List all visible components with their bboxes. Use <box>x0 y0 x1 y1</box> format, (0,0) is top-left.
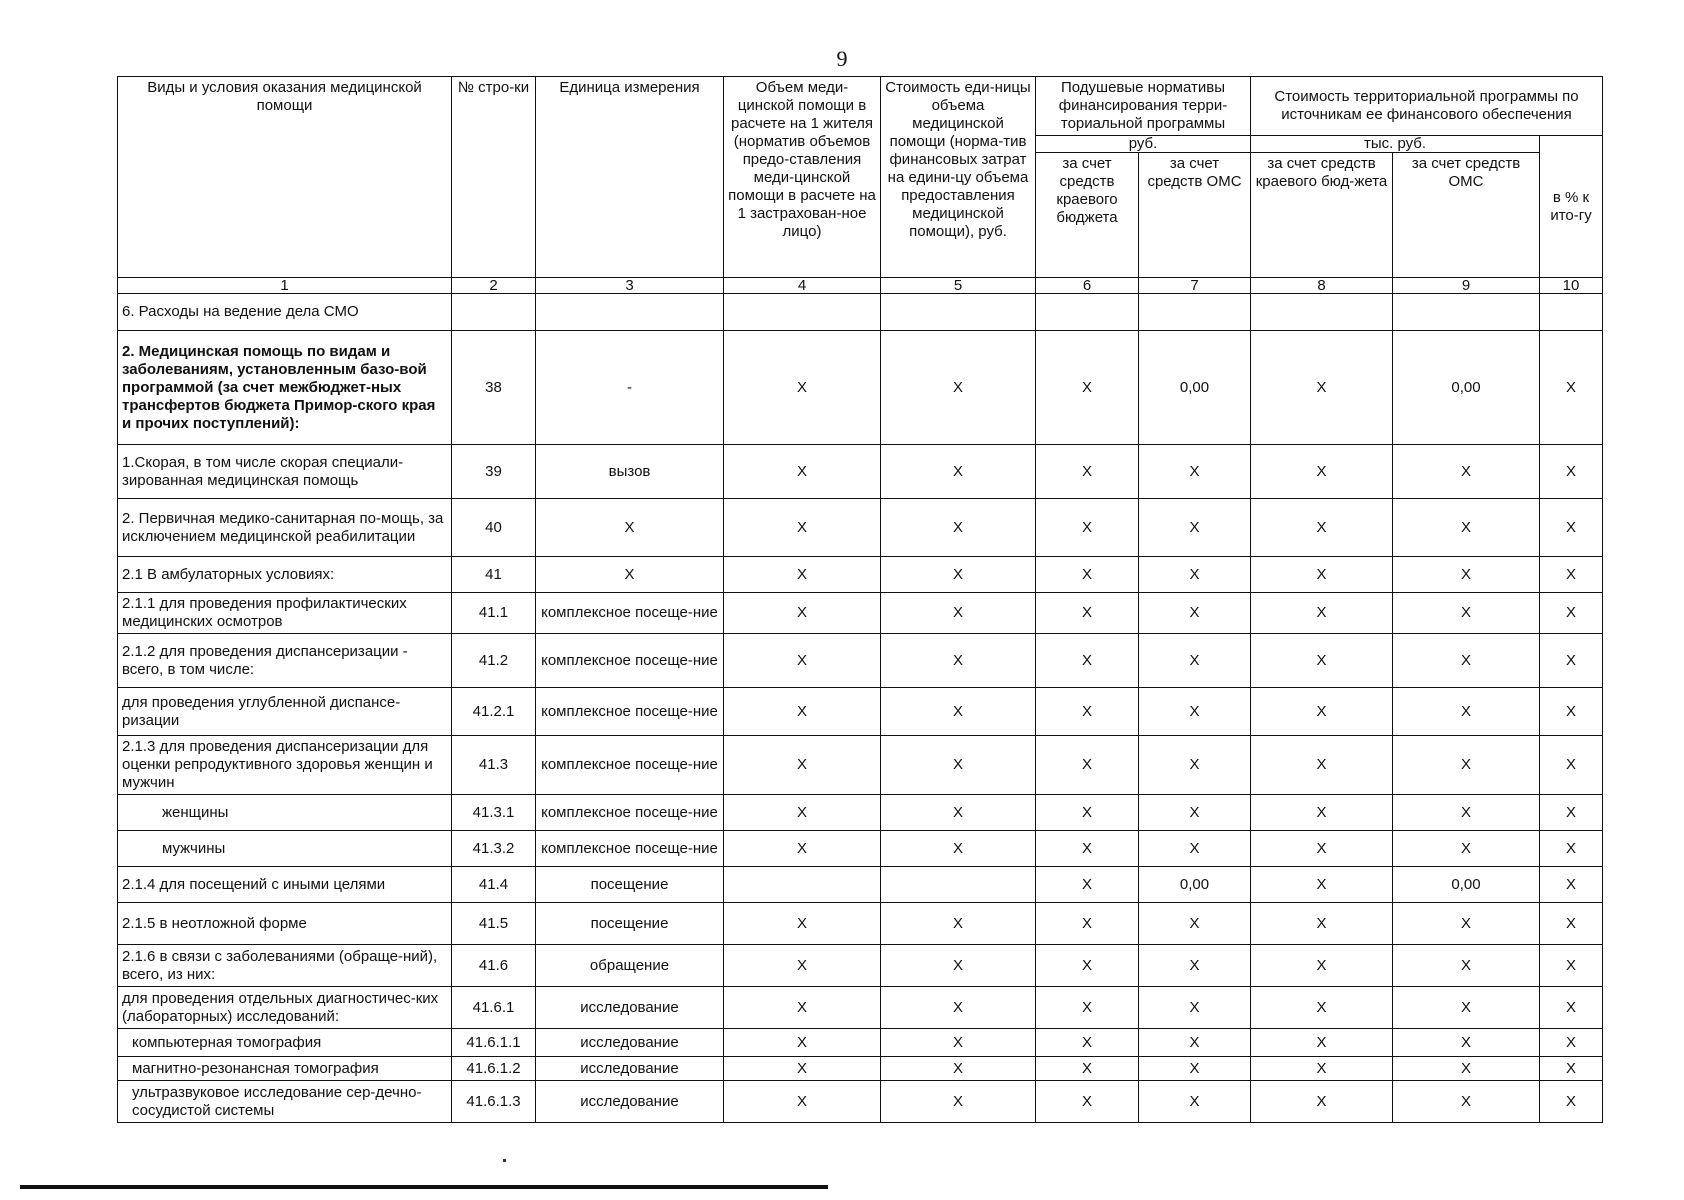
row-code: 41.2 <box>452 634 536 688</box>
cell-volume: X <box>724 1081 881 1123</box>
cell-regional-budget-rub: X <box>1036 499 1139 557</box>
row-name: компьютерная томография <box>118 1029 452 1057</box>
cell-regional-budget-thousand: X <box>1251 499 1393 557</box>
header-regional-budget-rub: за счет средств краевого бюджета <box>1036 153 1139 278</box>
cell-regional-budget-rub: X <box>1036 945 1139 987</box>
row-code: 39 <box>452 445 536 499</box>
row-code: 41.5 <box>452 903 536 945</box>
row-name: 2.1.3 для проведения диспансеризации для оценки репродуктивного здоровья женщин и мужчин <box>118 736 452 795</box>
cell-percent: X <box>1540 593 1603 634</box>
row-unit: исследование <box>536 987 724 1029</box>
cell-unit-cost <box>881 867 1036 903</box>
header-row-number: № стро-ки <box>452 77 536 278</box>
header-oms-rub: за счет средств ОМС <box>1139 153 1251 278</box>
column-number: 8 <box>1251 278 1393 294</box>
row-name: магнитно-резонансная томография <box>118 1057 452 1081</box>
cell-regional-budget-thousand: X <box>1251 945 1393 987</box>
row-unit: - <box>536 331 724 445</box>
cell-regional-budget-rub <box>1036 294 1139 331</box>
row-unit: комплексное посеще-ние <box>536 795 724 831</box>
cell-percent: X <box>1540 795 1603 831</box>
cell-regional-budget-rub: X <box>1036 903 1139 945</box>
cell-oms-rub: X <box>1139 903 1251 945</box>
cell-regional-budget-thousand: X <box>1251 593 1393 634</box>
table-row <box>118 634 1603 688</box>
scan-dot <box>503 1159 506 1162</box>
cell-oms-rub: X <box>1139 1057 1251 1081</box>
cell-unit-cost: X <box>881 557 1036 593</box>
column-number-row <box>118 278 1603 294</box>
row-name: 2.1.4 для посещений с иными целями <box>118 867 452 903</box>
cell-regional-budget-thousand: X <box>1251 903 1393 945</box>
table-row <box>118 1057 1603 1081</box>
table-body <box>118 294 1603 1123</box>
cell-unit-cost: X <box>881 945 1036 987</box>
row-code: 41.6.1.3 <box>452 1081 536 1123</box>
cell-unit-cost: X <box>881 903 1036 945</box>
header-unit: Единица измерения <box>536 77 724 278</box>
cell-regional-budget-rub: X <box>1036 557 1139 593</box>
cell-volume: X <box>724 688 881 736</box>
cell-regional-budget-rub: X <box>1036 795 1139 831</box>
cell-oms-thousand: X <box>1393 634 1540 688</box>
row-code: 41.6.1.2 <box>452 1057 536 1081</box>
table-row <box>118 831 1603 867</box>
cell-volume: X <box>724 831 881 867</box>
cell-oms-thousand: X <box>1393 1057 1540 1081</box>
row-unit: посещение <box>536 867 724 903</box>
cell-percent: X <box>1540 499 1603 557</box>
table-row <box>118 945 1603 987</box>
medical-care-table <box>117 76 1603 1123</box>
cell-regional-budget-rub: X <box>1036 688 1139 736</box>
cell-oms-rub: X <box>1139 634 1251 688</box>
cell-volume: X <box>724 795 881 831</box>
cell-oms-rub: X <box>1139 1029 1251 1057</box>
cell-regional-budget-thousand: X <box>1251 867 1393 903</box>
cell-regional-budget-thousand: X <box>1251 736 1393 795</box>
cell-oms-rub: X <box>1139 445 1251 499</box>
cell-volume: X <box>724 593 881 634</box>
cell-oms-rub: X <box>1139 688 1251 736</box>
table-row <box>118 1029 1603 1057</box>
cell-regional-budget-rub: X <box>1036 987 1139 1029</box>
column-number: 10 <box>1540 278 1603 294</box>
cell-regional-budget-thousand: X <box>1251 795 1393 831</box>
row-code: 41.4 <box>452 867 536 903</box>
cell-oms-thousand: X <box>1393 499 1540 557</box>
cell-percent: X <box>1540 1029 1603 1057</box>
row-unit: обращение <box>536 945 724 987</box>
row-code: 38 <box>452 331 536 445</box>
table-row <box>118 795 1603 831</box>
table-row <box>118 987 1603 1029</box>
table-row <box>118 331 1603 445</box>
cell-percent: X <box>1540 557 1603 593</box>
row-name: 6. Расходы на ведение дела СМО <box>118 294 452 331</box>
header-unit-thousand-rub: тыс. руб. <box>1251 136 1540 153</box>
cell-regional-budget-thousand: X <box>1251 1029 1393 1057</box>
cell-regional-budget-thousand: X <box>1251 445 1393 499</box>
cell-regional-budget-thousand: X <box>1251 1057 1393 1081</box>
header-oms-thousand: за счет средств ОМС <box>1393 153 1540 278</box>
table-row <box>118 903 1603 945</box>
table-row <box>118 499 1603 557</box>
cell-volume <box>724 867 881 903</box>
row-unit: посещение <box>536 903 724 945</box>
cell-oms-rub: 0,00 <box>1139 331 1251 445</box>
header-cost-group: Стоимость территориальной программы по источникам ее финансового обеспечения <box>1251 77 1603 136</box>
table-row <box>118 593 1603 634</box>
column-number: 3 <box>536 278 724 294</box>
cell-oms-rub: X <box>1139 499 1251 557</box>
cell-regional-budget-thousand: X <box>1251 557 1393 593</box>
row-name: женщины <box>118 795 452 831</box>
column-number: 9 <box>1393 278 1540 294</box>
column-number: 1 <box>118 278 452 294</box>
cell-percent: X <box>1540 903 1603 945</box>
row-code: 41.2.1 <box>452 688 536 736</box>
cell-unit-cost: X <box>881 331 1036 445</box>
cell-regional-budget-rub: X <box>1036 867 1139 903</box>
cell-volume: X <box>724 736 881 795</box>
cell-volume: X <box>724 987 881 1029</box>
cell-oms-rub: 0,00 <box>1139 867 1251 903</box>
cell-unit-cost: X <box>881 736 1036 795</box>
cell-oms-rub: X <box>1139 795 1251 831</box>
row-name: ультразвуковое исследование сер-дечно-сосудистой системы <box>118 1081 452 1123</box>
table-row <box>118 1081 1603 1123</box>
row-code: 41.6.1.1 <box>452 1029 536 1057</box>
table-row <box>118 445 1603 499</box>
column-number: 4 <box>724 278 881 294</box>
header-unit-rub: руб. <box>1036 136 1251 153</box>
cell-unit-cost: X <box>881 445 1036 499</box>
cell-oms-rub: X <box>1139 1081 1251 1123</box>
cell-unit-cost: X <box>881 1029 1036 1057</box>
row-unit: комплексное посеще-ние <box>536 634 724 688</box>
cell-oms-thousand: X <box>1393 831 1540 867</box>
row-name: мужчины <box>118 831 452 867</box>
cell-volume: X <box>724 1029 881 1057</box>
cell-percent: X <box>1540 987 1603 1029</box>
cell-unit-cost: X <box>881 795 1036 831</box>
cell-regional-budget-rub: X <box>1036 593 1139 634</box>
row-unit: комплексное посеще-ние <box>536 736 724 795</box>
cell-volume: X <box>724 634 881 688</box>
cell-oms-rub: X <box>1139 831 1251 867</box>
cell-percent: X <box>1540 445 1603 499</box>
cell-percent: X <box>1540 331 1603 445</box>
cell-oms-thousand: X <box>1393 945 1540 987</box>
column-number: 7 <box>1139 278 1251 294</box>
table-row <box>118 736 1603 795</box>
cell-unit-cost: X <box>881 987 1036 1029</box>
cell-oms-thousand: X <box>1393 1081 1540 1123</box>
column-number: 2 <box>452 278 536 294</box>
table-row <box>118 688 1603 736</box>
row-unit: исследование <box>536 1057 724 1081</box>
cell-oms-thousand: X <box>1393 987 1540 1029</box>
column-number: 5 <box>881 278 1036 294</box>
row-code: 41.6.1 <box>452 987 536 1029</box>
cell-volume: X <box>724 903 881 945</box>
cell-volume <box>724 294 881 331</box>
footer-rule <box>20 1185 828 1189</box>
cell-percent: X <box>1540 634 1603 688</box>
cell-oms-rub: X <box>1139 736 1251 795</box>
cell-unit-cost: X <box>881 634 1036 688</box>
cell-regional-budget-rub: X <box>1036 634 1139 688</box>
cell-oms-rub <box>1139 294 1251 331</box>
cell-unit-cost <box>881 294 1036 331</box>
cell-regional-budget-thousand: X <box>1251 1081 1393 1123</box>
cell-volume: X <box>724 499 881 557</box>
row-code: 41.1 <box>452 593 536 634</box>
row-code: 40 <box>452 499 536 557</box>
row-name: для проведения углубленной диспансе-ризации <box>118 688 452 736</box>
table-row <box>118 557 1603 593</box>
cell-volume: X <box>724 445 881 499</box>
row-name: 2.1.5 в неотложной форме <box>118 903 452 945</box>
cell-oms-thousand: 0,00 <box>1393 331 1540 445</box>
table-row <box>118 294 1603 331</box>
cell-oms-thousand: X <box>1393 1029 1540 1057</box>
row-unit: X <box>536 499 724 557</box>
cell-oms-thousand: X <box>1393 736 1540 795</box>
cell-oms-thousand: X <box>1393 593 1540 634</box>
column-number: 6 <box>1036 278 1139 294</box>
cell-oms-thousand: X <box>1393 795 1540 831</box>
cell-unit-cost: X <box>881 1057 1036 1081</box>
header-unit-cost: Стоимость еди-ницы объема медицинской помощи (норма-тив финансовых затрат на едини-цу объема предоставления медицинской помощи), руб. <box>881 77 1036 278</box>
row-name: 2.1.2 для проведения диспансеризации - всего, в том числе: <box>118 634 452 688</box>
row-name: 2.1.6 в связи с заболеваниями (обраще-ний), всего, из них: <box>118 945 452 987</box>
cell-percent <box>1540 294 1603 331</box>
cell-percent: X <box>1540 736 1603 795</box>
header-regional-budget-thousand: за счет средств краевого бюд-жета <box>1251 153 1393 278</box>
row-unit: исследование <box>536 1081 724 1123</box>
row-code <box>452 294 536 331</box>
page-number: 9 <box>836 46 848 71</box>
cell-oms-thousand: X <box>1393 903 1540 945</box>
cell-oms-thousand: X <box>1393 688 1540 736</box>
cell-regional-budget-thousand: X <box>1251 688 1393 736</box>
cell-percent: X <box>1540 945 1603 987</box>
cell-regional-budget-rub: X <box>1036 1057 1139 1081</box>
cell-oms-rub: X <box>1139 945 1251 987</box>
cell-regional-budget-thousand: X <box>1251 831 1393 867</box>
row-name: 2. Медицинская помощь по видам и заболеваниям, установленным базо-вой программой (за счет межбюджет-ных трансфертов бюджета Примор-ского края и прочих поступлений): <box>118 331 452 445</box>
cell-oms-thousand <box>1393 294 1540 331</box>
cell-regional-budget-rub: X <box>1036 1029 1139 1057</box>
cell-regional-budget-rub: X <box>1036 736 1139 795</box>
row-unit: X <box>536 557 724 593</box>
cell-unit-cost: X <box>881 688 1036 736</box>
row-unit: исследование <box>536 1029 724 1057</box>
cell-percent: X <box>1540 867 1603 903</box>
cell-percent: X <box>1540 1057 1603 1081</box>
cell-percent: X <box>1540 1081 1603 1123</box>
row-code: 41.6 <box>452 945 536 987</box>
cell-percent: X <box>1540 831 1603 867</box>
row-name: 2. Первичная медико-санитарная по-мощь, за исключением медицинской реабилитации <box>118 499 452 557</box>
table-row <box>118 867 1603 903</box>
cell-unit-cost: X <box>881 831 1036 867</box>
header-percapita-group: Подушевые нормативы финансирования терри-ториальной программы <box>1036 77 1251 136</box>
row-code: 41.3.1 <box>452 795 536 831</box>
header-volume: Объем меди-цинской помощи в расчете на 1 жителя (норматив объемов предо-ставления меди-цинской помощи в расчете на 1 застрахован-ное лицо) <box>724 77 881 278</box>
row-name: для проведения отдельных диагностичес-ких (лабораторных) исследований: <box>118 987 452 1029</box>
cell-oms-rub: X <box>1139 987 1251 1029</box>
cell-volume: X <box>724 331 881 445</box>
row-name: 2.1.1 для проведения профилактических медицинских осмотров <box>118 593 452 634</box>
cell-percent: X <box>1540 688 1603 736</box>
cell-oms-thousand: X <box>1393 445 1540 499</box>
cell-oms-thousand: 0,00 <box>1393 867 1540 903</box>
row-unit: комплексное посеще-ние <box>536 593 724 634</box>
cell-volume: X <box>724 1057 881 1081</box>
cell-unit-cost: X <box>881 1081 1036 1123</box>
cell-regional-budget-rub: X <box>1036 831 1139 867</box>
header-percent-of-total: в % к ито-гу <box>1540 136 1603 278</box>
row-code: 41.3.2 <box>452 831 536 867</box>
cell-volume: X <box>724 557 881 593</box>
cell-oms-rub: X <box>1139 557 1251 593</box>
header-row-1 <box>118 77 1603 136</box>
row-name: 2.1 В амбулаторных условиях: <box>118 557 452 593</box>
cell-regional-budget-rub: X <box>1036 1081 1139 1123</box>
cell-regional-budget-thousand: X <box>1251 634 1393 688</box>
cell-oms-thousand: X <box>1393 557 1540 593</box>
cell-regional-budget-thousand: X <box>1251 331 1393 445</box>
cell-unit-cost: X <box>881 593 1036 634</box>
cell-regional-budget-thousand <box>1251 294 1393 331</box>
row-code: 41.3 <box>452 736 536 795</box>
row-unit: комплексное посеще-ние <box>536 831 724 867</box>
row-code: 41 <box>452 557 536 593</box>
header-kinds: Виды и условия оказания медицинской помощи <box>118 77 452 278</box>
cell-regional-budget-thousand: X <box>1251 987 1393 1029</box>
cell-oms-rub: X <box>1139 593 1251 634</box>
row-unit: комплексное посеще-ние <box>536 688 724 736</box>
row-unit <box>536 294 724 331</box>
row-unit: вызов <box>536 445 724 499</box>
cell-volume: X <box>724 945 881 987</box>
row-name: 1.Скорая, в том числе скорая специали-зированная медицинская помощь <box>118 445 452 499</box>
cell-regional-budget-rub: X <box>1036 445 1139 499</box>
cell-regional-budget-rub: X <box>1036 331 1139 445</box>
cell-unit-cost: X <box>881 499 1036 557</box>
